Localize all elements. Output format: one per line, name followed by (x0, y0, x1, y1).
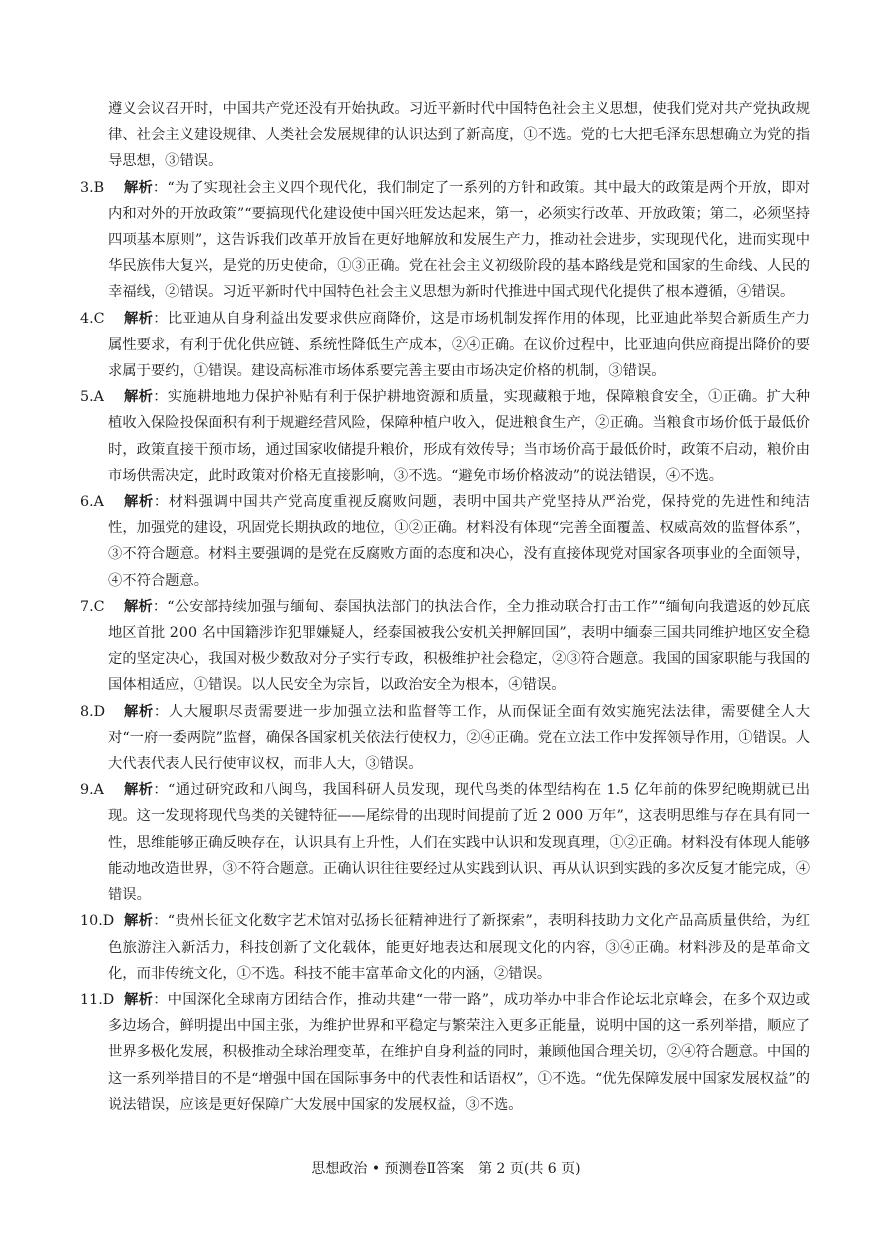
analysis-text: ：比亚迪从自身利益出发要求供应商降价，这是市场机制发挥作用的体现，比亚迪此举契合新质生产力属性要求，有利于优化供应链、系统性降低生产成本，②④正确。在议价过程中，比亚迪向供应商提出降价的要求属于要约，①错误。建设高标准市场体系要完善主要由市场决定价格的机制，③错误。 (108, 310, 811, 380)
page-footer: 思想政治 • 预测卷Ⅱ答案 第 2 页(共 6 页) (311, 1161, 581, 1177)
answer-number: 3.B (80, 179, 105, 196)
analysis-label: 解析 (124, 179, 153, 196)
analysis-label: 解析 (124, 494, 154, 511)
analysis-text: ：人大履职尽责需要进一步加强立法和监督等工作，从而保证全面有效实施宪法法律，需要健全人大对“一府一委两院”监督，确保各国家机关依法行使权力，②④正确。党在立法工作中发挥领导作用，①错误。人大代表代表人民行使审议权，而非人大，③错误。 (108, 703, 811, 773)
analysis-text: ：“贵州长征文化数字艺术馆对弘扬长征精神进行了新探索”，表明科技助力文化产品高质量供给，为红色旅游注入新活力，科技创新了文化载体，能更好地表达和展现文化的内容，③④正确。材料涉及的是革命文化，而非传统文化，①不选。科技不能丰富革命文化的内涵，②错误。 (108, 913, 810, 982)
answer-item (80, 489, 811, 594)
answer-number: 5.A (80, 389, 104, 406)
analysis-text: ：“通过研究政和八闽鸟，我国科研人员发现，现代鸟类的体型结构在 1.5 亿年前的侏罗纪晚期就已出现。这一发现将现代鸟类的关键特征——尾综骨的出现时间提前了近 2 000 万年”，这表明思维与存在具有同一性，思维能够正确反映存在，认识具有上升性，人们在实践中认识和发现真理，①②正确。材料没有体现人能够能动地改造世界，③不符合题意。正确认识往往要经过从实践到认识、再从认识到实践的多次反复才能完成，④错误。 (108, 782, 810, 904)
analysis-label: 解析 (124, 598, 153, 615)
answer-item (80, 306, 811, 385)
answer-item (80, 777, 810, 908)
answer-item (80, 987, 810, 1118)
analysis-text: ：“公安部持续加强与缅甸、泰国执法部门的执法合作，全力推动联合打击工作”“缅甸向我遣返的妙瓦底地区首批 200 名中国籍涉诈犯罪嫌疑人，经泰国被我公安机关押解回国”，表明中缅泰三国共同维护地区安全稳定的坚定决心，我国对极少数敌对分子实行专政，积极维护社会稳定，②③符合题意。我国的国家职能与我国的国体相适应，①错误。以人民安全为宗旨，以政治安全为根本，④错误。 (108, 598, 810, 694)
analysis-text: ：中国深化全球南方团结合作，推动共建“一带一路”，成功举办中非合作论坛北京峰会，在多个双边或多边场合，鲜明提出中国主张，为维护世界和平稳定与繁荣注入更多正能量，说明中国的这一系列举措，顺应了世界多极化发展，积极推动全球治理变革，在维护自身利益的同时，兼顾他国合理关切，②④符合题意。中国的这一系列举措目的不是“增强中国在国际事务中的代表性和话语权”，①不选。“优先保障发展中国家发展权益”的说法错误，应该是更好保障广大发展中国家的发展权益，③不选。 (108, 991, 810, 1113)
analysis-text: ：实施耕地地力保护补贴有利于保护耕地资源和质量，实现藏粮于地，保障粮食安全，①正确。扩大种植收入保险投保面积有利于规避经营风险，保障种植户收入，促进粮食生产，②正确。当粮食市场价低于最低价时，政策直接干预市场，通过国家收储提升粮价，形成有效传导；当市场价高于最低价时，政策不启动，粮价由市场供需决定，此时政策对价格无直接影响，③不选。“避免市场价格波动”的说法错误，④不选。 (108, 389, 811, 484)
analysis-label: 解析 (124, 913, 154, 930)
analysis-label: 解析 (124, 991, 154, 1008)
answer-item (80, 384, 811, 489)
continued-paragraph: 遵义会议召开时，中国共产党还没有开始执政。习近平新时代中国特色社会主义思想，使我们党对共产党执政规律、社会主义建设规律、人类社会发展规律的认识达到了新高度，①不选。党的七大把毛泽东思想确立为党的指导思想，③错误。 (108, 101, 810, 170)
answer-number: 10.D (80, 913, 115, 930)
answer-body (80, 96, 811, 1118)
analysis-label: 解析 (124, 703, 154, 720)
analysis-label: 解析 (124, 782, 154, 799)
analysis-label: 解析 (124, 310, 154, 327)
answer-number: 8.D (80, 703, 106, 720)
answer-item (80, 908, 810, 987)
answer-number: 11.D (80, 991, 115, 1008)
answer-item (80, 175, 811, 306)
analysis-label: 解析 (124, 389, 154, 406)
answer-number: 9.A (80, 782, 104, 799)
analysis-text: ：“为了实现社会主义四个现代化，我们制定了一系列的方针和政策。其中最大的政策是两个开放，即对内和对外的开放政策”“要搞现代化建设使中国兴旺发达起来，第一，必须实行改革、开放政策；第二，必须坚持四项基本原则”，这告诉我们改革开放旨在更好地解放和发展生产力，推动社会进步，实现现代化，进而实现中华民族伟大复兴，是党的历史使命，①③正确。党在社会主义初级阶段的基本路线是党和国家的生命线、人民的幸福线，②错误。习近平新时代中国特色社会主义思想为新时代推进中国式现代化提供了根本遵循，④错误。 (108, 179, 811, 301)
answer-number: 6.A (80, 494, 104, 511)
answer-item (80, 699, 811, 778)
answer-number: 4.C (80, 310, 105, 327)
answer-item (80, 594, 810, 699)
analysis-text: ：材料强调中国共产党高度重视反腐败问题，表明中国共产党坚持从严治党，保持党的先进性和纯洁性，加强党的建设，巩固党长期执政的地位，①②正确。材料没有体现“完善全面覆盖、权威高效的监督体系”，③不符合题意。材料主要强调的是党在反腐败方面的态度和决心，没有直接体现党对国家各项事业的全面领导，④不符合题意。 (108, 494, 811, 589)
answer-number: 7.C (80, 598, 105, 615)
